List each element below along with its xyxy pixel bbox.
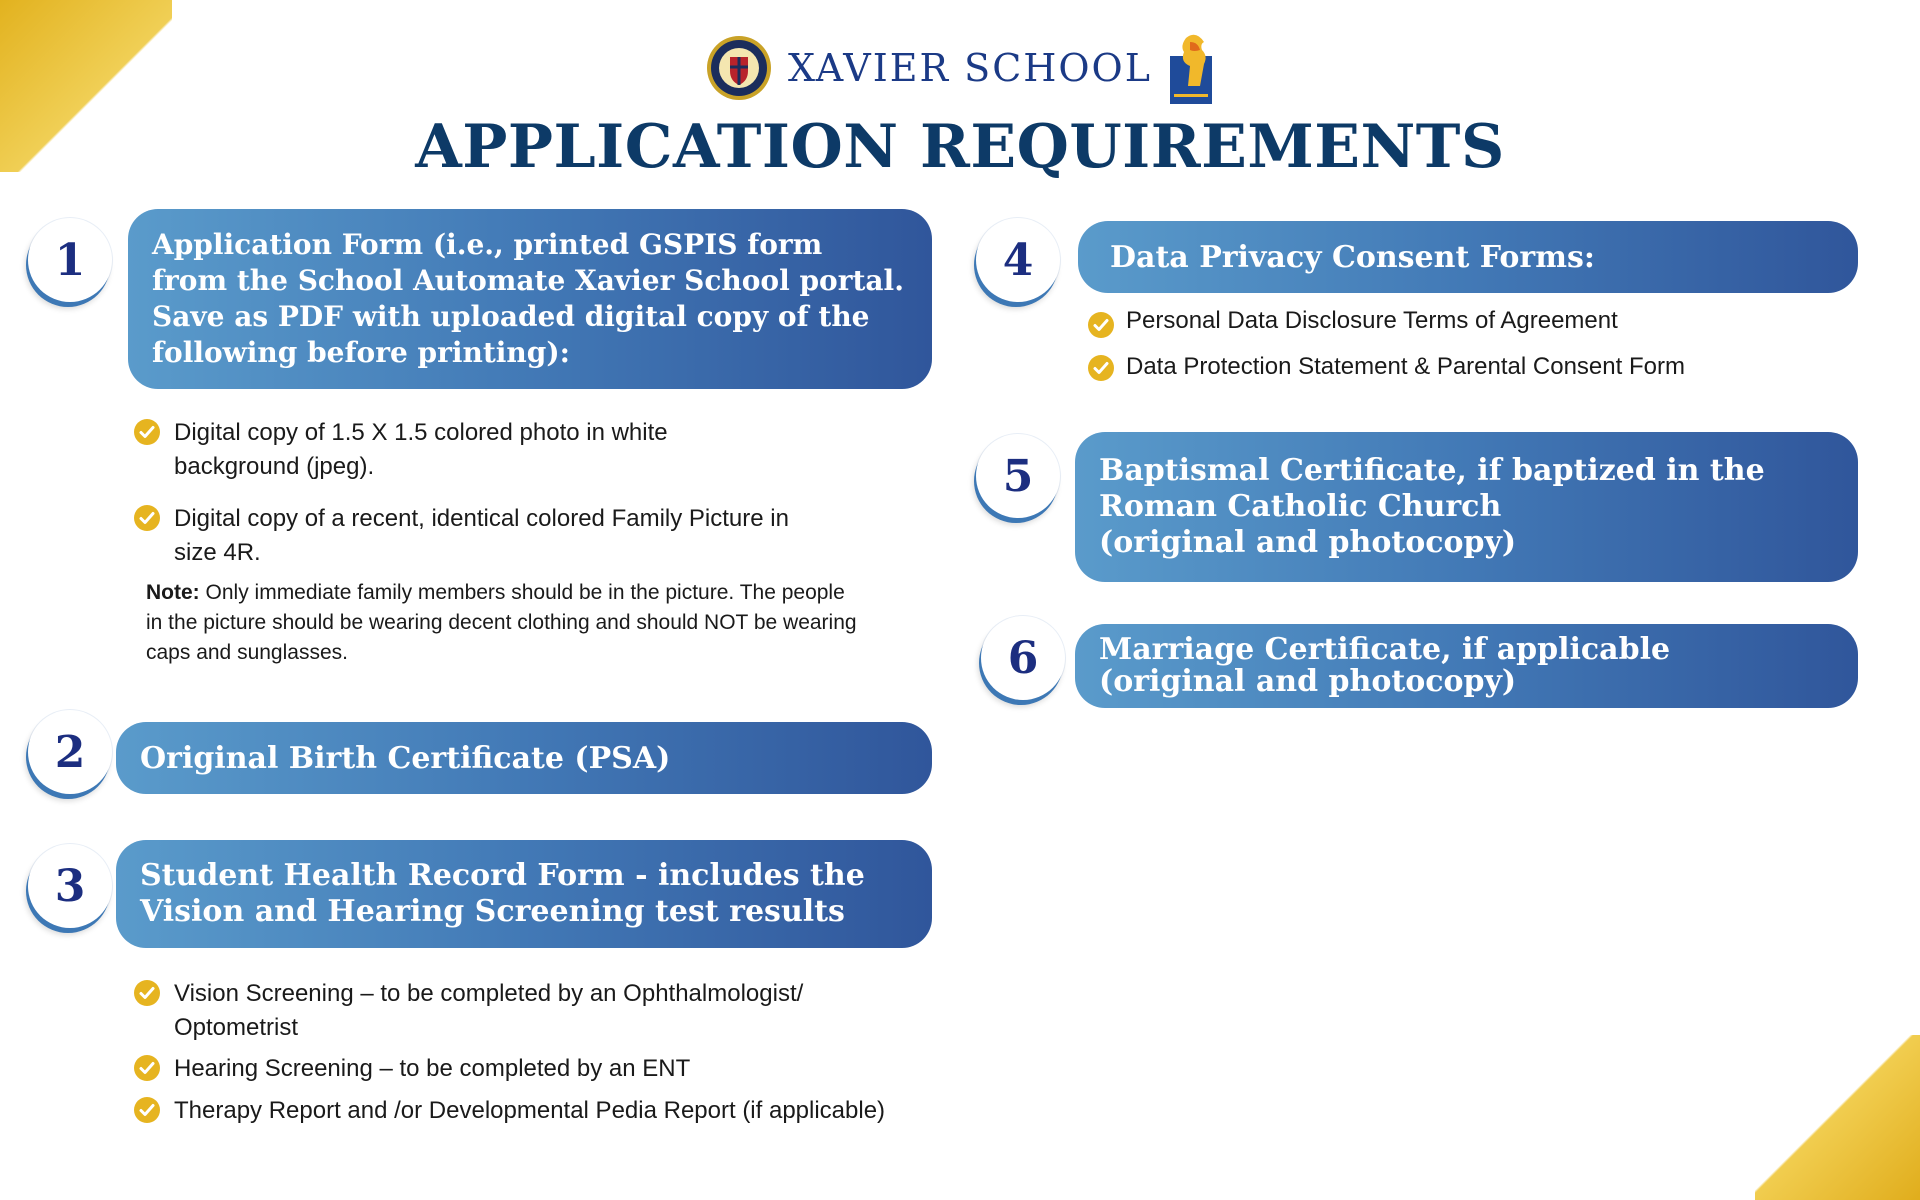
requirement-number-badge: 4 bbox=[976, 218, 1060, 302]
requirement-number-badge: 2 bbox=[28, 710, 112, 794]
note-label: Note: bbox=[146, 581, 200, 604]
checkmark-icon bbox=[1088, 355, 1114, 381]
school-brand bbox=[0, 30, 1920, 106]
checklist-item: Data Protection Statement & Parental Consent Form bbox=[1126, 353, 1685, 380]
checkmark-icon bbox=[1088, 312, 1114, 338]
item-line: size 4R. bbox=[174, 539, 261, 566]
heading-line: following before printing): bbox=[152, 336, 570, 369]
requirement-6-heading bbox=[1099, 634, 1670, 698]
requirement-1-heading bbox=[152, 227, 904, 371]
requirement-number-badge: 5 bbox=[976, 434, 1060, 518]
checkmark-icon bbox=[134, 419, 160, 445]
requirement-number-badge: 6 bbox=[981, 616, 1065, 700]
requirement-3-banner bbox=[116, 840, 932, 948]
school-seal-logo bbox=[706, 35, 772, 101]
requirement-4-banner bbox=[1078, 221, 1858, 293]
item-line: background (jpeg). bbox=[174, 453, 375, 480]
page-title: APPLICATION REQUIREMENTS bbox=[415, 112, 1505, 182]
requirement-3-heading bbox=[140, 858, 865, 930]
checklist-item bbox=[174, 502, 894, 570]
mascot-logo bbox=[1168, 30, 1214, 106]
requirement-2-banner bbox=[116, 722, 932, 794]
heading-line: (original and photocopy) bbox=[1099, 664, 1517, 699]
heading-line: Marriage Certificate, if applicable bbox=[1099, 632, 1671, 667]
checkmark-icon bbox=[134, 1097, 160, 1123]
heading-line: Application Form (i.e., printed GSPIS form bbox=[152, 228, 823, 261]
item-line: Digital copy of 1.5 X 1.5 colored photo in white bbox=[174, 419, 668, 446]
requirement-5-heading bbox=[1099, 453, 1765, 561]
requirement-number-badge: 1 bbox=[28, 218, 112, 302]
note-paragraph bbox=[146, 578, 866, 668]
checklist-item bbox=[174, 416, 894, 484]
item-line: Vision Screening – to be completed by an Ophthalmologist/ bbox=[174, 980, 804, 1007]
requirement-2-heading: Original Birth Certificate (PSA) bbox=[140, 740, 671, 776]
heading-line: Vision and Hearing Screening test results bbox=[140, 894, 845, 929]
checklist-item: Personal Data Disclosure Terms of Agreement bbox=[1126, 307, 1618, 334]
heading-line: Baptismal Certificate, if baptized in the bbox=[1099, 453, 1765, 488]
requirement-6-banner bbox=[1075, 624, 1858, 708]
requirement-5-banner bbox=[1075, 432, 1858, 582]
brand-name: XAVIER SCHOOL bbox=[788, 46, 1152, 90]
checkmark-icon bbox=[134, 1055, 160, 1081]
checkmark-icon bbox=[134, 505, 160, 531]
checkmark-icon bbox=[134, 980, 160, 1006]
checklist-item: Therapy Report and /or Developmental Pedia Report (if applicable) bbox=[174, 1097, 886, 1124]
checklist-item bbox=[174, 977, 934, 1045]
requirement-number-badge: 3 bbox=[28, 844, 112, 928]
heading-line: from the School Automate Xavier School portal. bbox=[152, 264, 904, 297]
heading-line: (original and photocopy) bbox=[1099, 525, 1517, 560]
requirement-4-heading: Data Privacy Consent Forms: bbox=[1110, 239, 1595, 275]
requirement-1-banner bbox=[128, 209, 932, 389]
checklist-item: Hearing Screening – to be completed by an ENT bbox=[174, 1055, 691, 1082]
heading-line: Save as PDF with uploaded digital copy of the bbox=[152, 300, 870, 333]
note-text: Only immediate family members should be in the picture. The people in the picture should be wearing decent clothing and should NOT be wearing caps and sunglasses. bbox=[146, 581, 857, 664]
heading-line: Student Health Record Form - includes the bbox=[140, 858, 865, 893]
heading-line: Roman Catholic Church bbox=[1099, 489, 1502, 524]
item-line: Digital copy of a recent, identical colored Family Picture in bbox=[174, 505, 789, 532]
corner-decoration-bottom-right bbox=[1755, 1035, 1920, 1200]
item-line: Optometrist bbox=[174, 1014, 299, 1041]
